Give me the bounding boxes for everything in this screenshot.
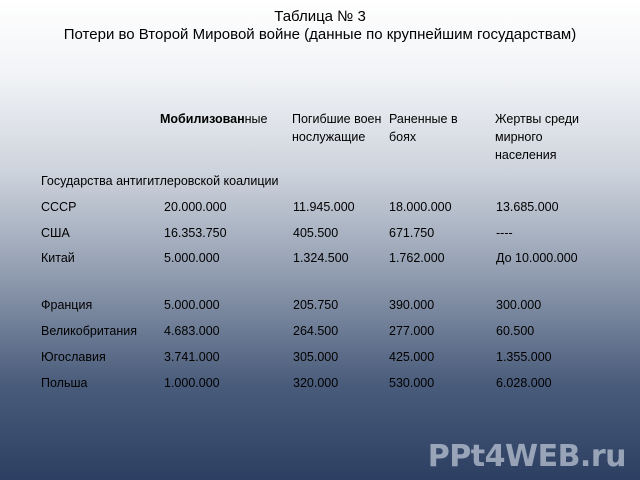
mobilized-cell: 20.000.000	[164, 200, 227, 214]
country-cell: Франция	[41, 298, 93, 312]
killed-cell: 264.500	[293, 324, 339, 338]
civilians-cell: 6.028.000	[496, 376, 552, 390]
country-cell: Югославия	[41, 350, 106, 364]
killed-cell: 11.945.000	[293, 200, 355, 214]
wounded-cell: 1.762.000	[389, 251, 445, 265]
mobilized-cell: 5.000.000	[164, 251, 220, 265]
header-wounded: Раненные в боях	[389, 112, 458, 144]
header-mobilized-bold: Мобилизован	[160, 112, 245, 126]
group-label: Государства антигитлеровской коалиции	[41, 174, 279, 188]
wounded-cell: 671.750	[389, 226, 435, 240]
mobilized-cell: 5.000.000	[164, 298, 220, 312]
civilians-cell: 60.500	[496, 324, 535, 338]
civilians-cell: 13.685.000	[496, 200, 559, 214]
killed-cell: 305.000	[293, 350, 339, 364]
wounded-cell: 425.000	[389, 350, 435, 364]
country-cell: Польша	[41, 376, 88, 390]
slide-title: Таблица № 3	[274, 8, 366, 25]
country-cell: Китай	[41, 251, 75, 265]
killed-cell: 205.750	[293, 298, 339, 312]
killed-cell: 1.324.500	[293, 251, 349, 265]
header-mobilized-rest: ные	[244, 112, 268, 126]
header-mobilized	[160, 110, 267, 128]
mobilized-cell: 1.000.000	[164, 376, 220, 390]
civilians-cell: ----	[496, 226, 513, 240]
killed-cell: 320.000	[293, 376, 339, 390]
wounded-cell: 530.000	[389, 376, 435, 390]
country-cell: Великобритания	[41, 324, 137, 338]
country-cell: США	[41, 226, 70, 240]
wounded-cell: 18.000.000	[389, 200, 452, 214]
civilians-cell: 300.000	[496, 298, 542, 312]
header-killed: Погибшие военнослужащие	[292, 112, 382, 144]
country-cell: СССР	[41, 200, 77, 214]
civilians-cell: 1.355.000	[496, 350, 552, 364]
wounded-cell: 390.000	[389, 298, 435, 312]
civilians-cell: До 10.000.000	[496, 251, 578, 265]
mobilized-cell: 16.353.750	[164, 226, 227, 240]
mobilized-cell: 3.741.000	[164, 350, 220, 364]
slide-subtitle: Потери во Второй Мировой войне (данные по крупнейшим государствам)	[63, 26, 577, 43]
wounded-cell: 277.000	[389, 324, 435, 338]
watermark-logo: PPt4WEB.ru	[427, 439, 626, 474]
killed-cell: 405.500	[293, 226, 339, 240]
header-civilians: Жертвы среди мирного населения	[495, 112, 579, 162]
mobilized-cell: 4.683.000	[164, 324, 220, 338]
